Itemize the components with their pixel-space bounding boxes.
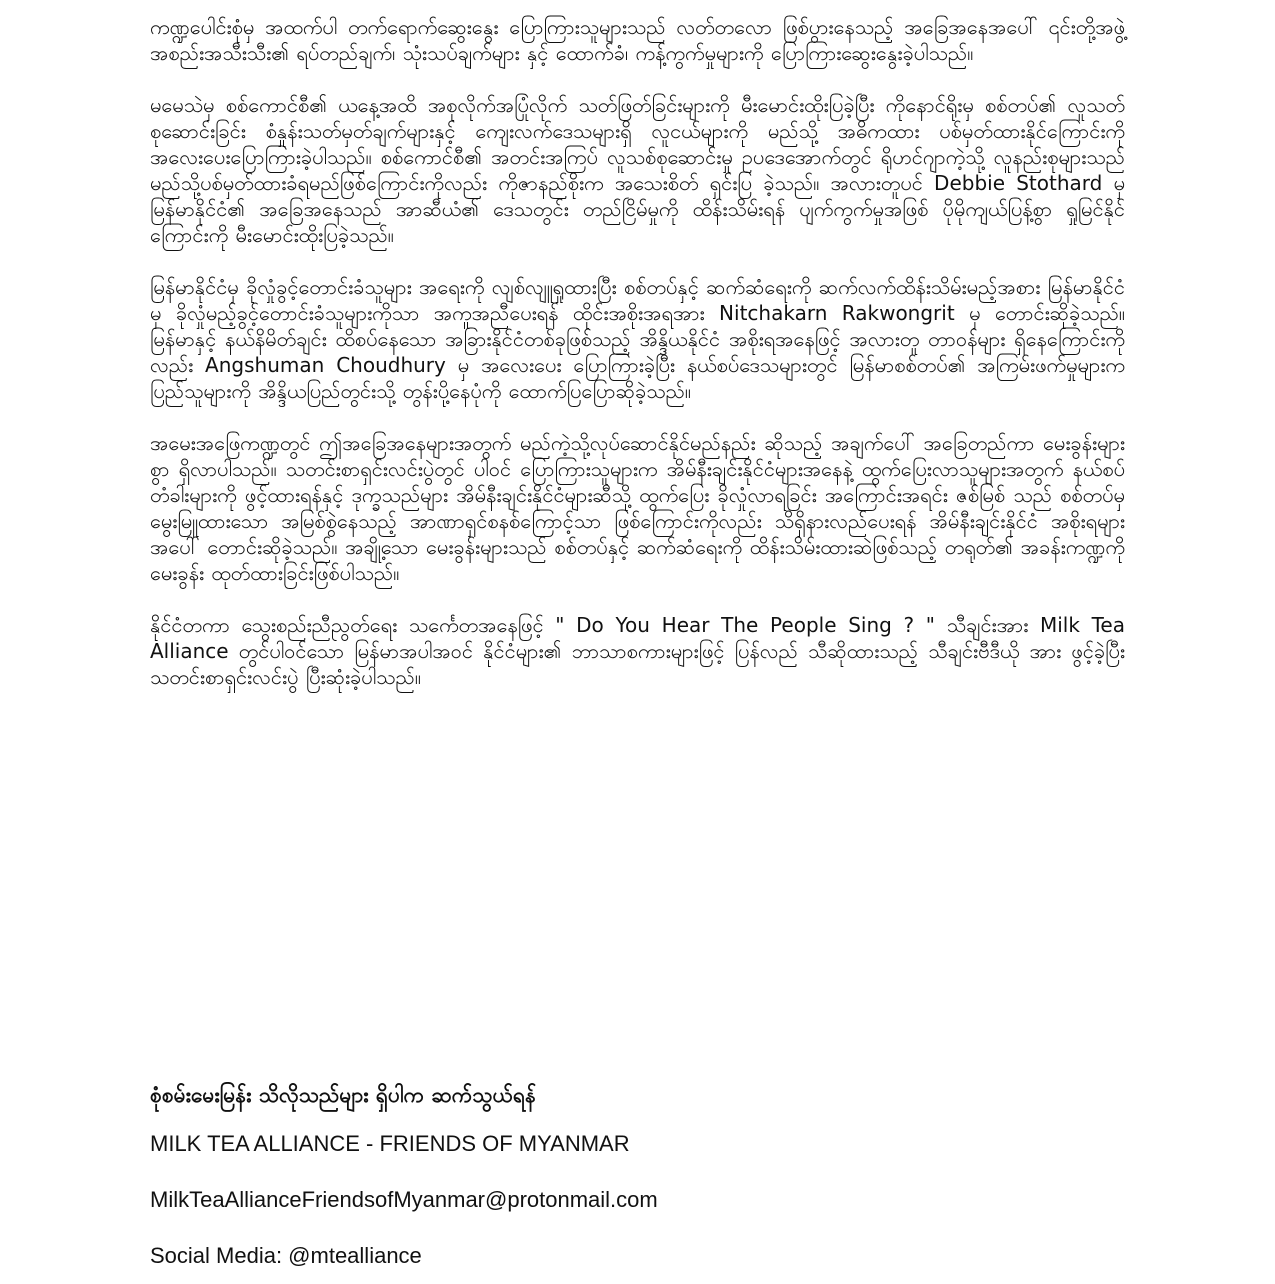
paragraph-refugees: မြန်မာနိုင်ငံမှ ခိုလှုံခွင့်တောင်းခံသူများ အရေးကို လျစ်လျူရှုထားပြီး စစ်တပ်နှင့် ဆက်ဆံရေးကို ဆက်လက်ထိန်းသိမ်းမည့်အစား မြန်မာနိုင်ငံမှ ခိုလှုံမည့်ခွင့်တောင်းခံသူများကိုသာ အကူအညီပေးရန် ထိုင်းအစိုးအရအား Nitchakarn Rakwongrit မှ တောင်းဆိုခဲ့သည်။ မြန်မာနှင့် နယ်နိမိတ်ချင်း ထိစပ်နေသော အခြားနိုင်ငံတစ်ခုဖြစ်သည့် အိန္ဒိယနိုင်ငံ အစိုးရအနေဖြင့် အလားတူ တာဝန်များ ရှိနေကြောင်းကိုလည်း Angshuman Choudhury မှ အလေးပေး ပြောကြားခဲ့ပြီး နယ်စပ်ဒေသများတွင် မြန်မာစစ်တပ်၏ အကြမ်းဖက်မှုများက ပြည်သူများကို အိန္ဒိယပြည်တွင်းသို့ တွန်းပို့နေပုံကို ထောက်ပြပြောဆိုခဲ့သည်။ xyxy=(150,275,1125,403)
paragraph-speakers-summary: ကဏ္ဍပေါင်းစုံမှ အထက်ပါ တက်ရောက်ဆွေးနွေး ပြောကြားသူများသည် လတ်တလော ဖြစ်ပွားနေသည့် အခြေအနေအပေါ် ၎င်းတို့အဖွဲ့အစည်းအသီးသီး၏ ရပ်တည်ချက်၊ သုံးသပ်ချက်များ နှင့် ထောက်ခံ၊ ကန့်ကွက်မှုများကို ပြောကြားဆွေးနွေးခဲ့ပါသည်။ xyxy=(150,15,1125,65)
document-body xyxy=(150,14,1125,690)
contact-email: MilkTeaAllianceFriendsofMyanmar@protonmail.com xyxy=(150,1187,658,1212)
social-media-handle: Social Media: @mtealliance xyxy=(150,1243,422,1268)
contact-section xyxy=(150,1078,1125,1270)
organization-name: MILK TEA ALLIANCE - FRIENDS OF MYANMAR xyxy=(150,1131,630,1156)
paragraph-closing: နိုင်ငံတကာ သွေးစည်းညီညွတ်ရေး သင်္ကေတအနေဖြင့် " Do You Hear The People Sing ? " သီချင်းအား Milk Tea Alliance တွင်ပါဝင်သော မြန်မာအပါအဝင် နိုင်ငံများ၏ ဘာသာစကားများဖြင့် ပြန်လည် သီဆိုထားသည့် သီချင်းဗီဒီယို အား ဖွင့်ခဲ့ပြီး သတင်းစာရှင်းလင်းပွဲ ပြီးဆုံးခဲ့ပါသည်။ xyxy=(150,613,1125,689)
paragraph-speaker-details: မမေသဲမှ စစ်ကောင်စီ၏ ယနေ့အထိ အစုလိုက်အပြုံလိုက် သတ်ဖြတ်ခြင်းများကို မီးမောင်းထိုးပြခဲ့ပြီး ကိုနောင်ရိုးမှ စစ်တပ်၏ လူသတ်စုဆောင်းခြင်း စံနှုန်းသတ်မှတ်ချက်များနှင့် ကျေးလက်ဒေသများရှိ လူငယ်များကို မည်သို့ အဓိကထား ပစ်မှတ်ထားနိုင်ကြောင်းကို အလေးပေးပြောကြားခဲ့ပါသည်။ စစ်ကောင်စီ၏ အတင်းအကြပ် လူသစ်စုဆောင်းမှု ဥပဒေအောက်တွင် ရိုဟင်ဂျာကဲ့သို့ လူနည်းစုများသည် မည်သို့ပစ်မှတ်ထားခံရမည်ဖြစ်ကြောင်းကိုလည်း ကိုဇာနည်စိုးက အသေးစိတ် ရှင်းပြ ခဲ့သည်။ အလားတူပင် Debbie Stothard မှ မြန်မာနိုင်ငံ၏ အခြေအနေသည် အာဆီယံ၏ ဒေသတွင်း တည်ငြိမ်မှုကို ထိန်းသိမ်းရန် ပျက်ကွက်မှုအဖြစ် ပိုမိုကျယ်ပြန့်စွာ ရှုမြင်နိုင်ကြောင်းကို မီးမောင်းထိုးပြခဲ့သည်။ xyxy=(150,93,1125,247)
paragraph-qa-session: အမေးအဖြေကဏ္ဍတွင် ဤအခြေအနေများအတွက် မည်ကဲ့သို့လုပ်ဆောင်နိုင်မည်နည်း ဆိုသည့် အချက်ပေါ် အခြေတည်ကာ မေးခွန်းများစွာ ရှိလာပါသည်။ သတင်းစာရှင်းလင်းပွဲတွင် ပါဝင် ပြောကြားသူများက အိမ်နီးချင်းနိုင်ငံများအနေနဲ့ ထွက်ပြေးလာသူများအတွက် နယ်စပ်တံခါးများကို ဖွင့်ထားရန်နှင့် ဒုက္ခသည်များ အိမ်နီးချင်းနိုင်ငံများဆီသို့ ထွက်ပြေး ခိုလှုံလာရခြင်း အကြောင်းအရင်း ဇစ်မြစ် သည် စစ်တပ်မှ မွေးမြူထားသော အမြစ်စွဲနေသည့် အာဏာရှင်စနစ်ကြောင့်သာ ဖြစ်ကြောင်းကိုလည်း သိရှိနားလည်ပေးရန် အိမ်နီးချင်းနိုင်ငံ အစိုးရများအပေါ် တောင်းဆိုခဲ့သည်။ အချို့သော မေးခွန်းများသည် စစ်တပ်နှင့် ဆက်ဆံရေးကို ထိန်းသိမ်းထားဆဲဖြစ်သည့် တရုတ်၏ အခန်းကဏ္ဍကိုမေးခွန်း ထုတ်ထားခြင်းဖြစ်ပါသည်။ xyxy=(150,431,1125,585)
contact-heading: စုံစမ်းမေးမြန်း သိလိုသည်များ ရှိပါက ဆက်သွယ်ရန် xyxy=(150,1083,536,1107)
